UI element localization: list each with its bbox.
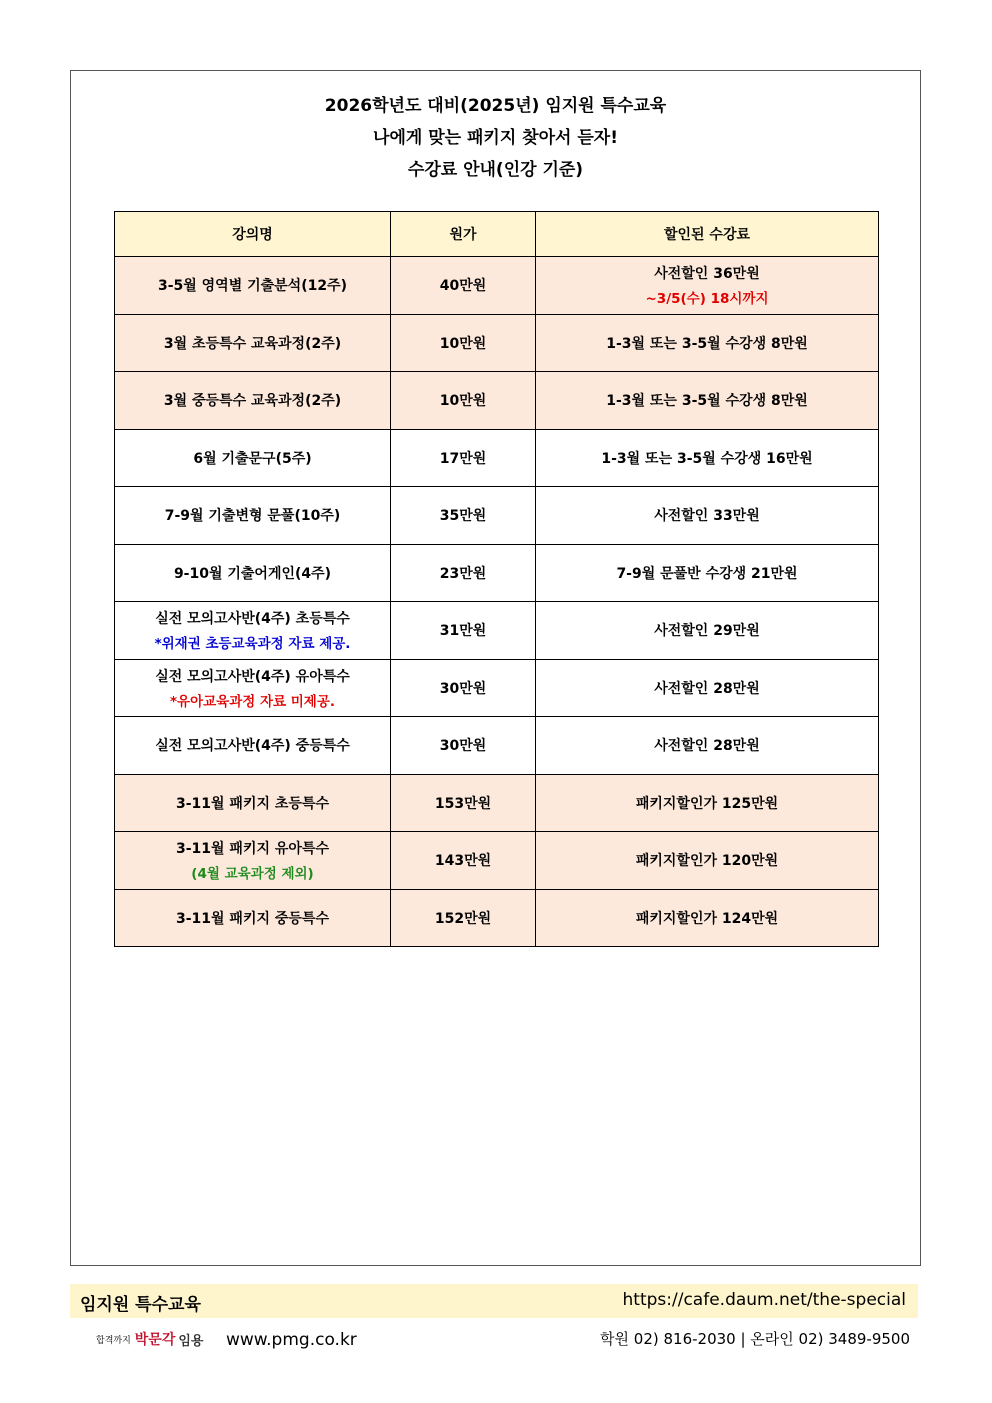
course-name: 3월 중등특수 교육과정(2주)	[115, 372, 391, 430]
course-name: 실전 모의고사반(4주) 유아특수 *유아교육과정 자료 미제공.	[115, 659, 391, 717]
table-row	[115, 314, 879, 372]
course-price: 143만원	[391, 832, 536, 890]
header-course-name: 강의명	[115, 212, 391, 257]
course-discount: 1-3월 또는 3-5월 수강생 16만원	[536, 429, 879, 487]
course-price: 153만원	[391, 774, 536, 832]
table-row	[115, 372, 879, 430]
logo-brand: 박문각	[134, 1332, 176, 1348]
table-row	[115, 659, 879, 717]
course-name: 3-11월 패키지 중등특수	[115, 889, 391, 947]
course-discount: 사전할인 33만원	[536, 487, 879, 545]
course-name: 3월 초등특수 교육과정(2주)	[115, 314, 391, 372]
course-price: 10만원	[391, 314, 536, 372]
table-row	[115, 832, 879, 890]
course-discount: 사전할인 29만원	[536, 602, 879, 660]
course-discount: 7-9월 문풀반 수강생 21만원	[536, 544, 879, 602]
course-note: *위재권 초등교육과정 자료 제공.	[154, 636, 351, 653]
page-title	[70, 90, 921, 186]
title-line-2: 나에게 맞는 패키지 찾아서 듣자!	[373, 128, 618, 148]
title-line-1: 2026학년도 대비(2025년) 임지원 특수교육	[324, 96, 667, 116]
course-name: 6월 기출문구(5주)	[115, 429, 391, 487]
course-price: 30만원	[391, 717, 536, 775]
footer-academy-name: 임지원 특수교육	[80, 1295, 201, 1315]
course-note: (4월 교육과정 제외)	[191, 866, 314, 883]
course-name: 3-11월 패키지 유아특수 (4월 교육과정 제외)	[115, 832, 391, 890]
course-discount: 1-3월 또는 3-5월 수강생 8만원	[536, 372, 879, 430]
course-note: *유아교육과정 자료 미제공.	[169, 693, 336, 710]
course-discount: 사전할인 36만원 ~3/5(수) 18시까지	[536, 257, 879, 315]
course-discount: 패키지할인가 124만원	[536, 889, 879, 947]
course-name: 실전 모의고사반(4주) 초등특수 *위재권 초등교육과정 자료 제공.	[115, 602, 391, 660]
course-price: 40만원	[391, 257, 536, 315]
course-discount: 1-3월 또는 3-5월 수강생 8만원	[536, 314, 879, 372]
course-name: 실전 모의고사반(4주) 중등특수	[115, 717, 391, 775]
pmg-logo	[96, 1327, 203, 1351]
course-price: 35만원	[391, 487, 536, 545]
course-discount: 사전할인 28만원	[536, 717, 879, 775]
course-name: 3-5월 영역별 기출분석(12주)	[115, 257, 391, 315]
logo-tagline: 합격까지	[96, 1335, 131, 1346]
table-row	[115, 717, 879, 775]
table-row	[115, 774, 879, 832]
table-row	[115, 889, 879, 947]
course-discount: 패키지할인가 125만원	[536, 774, 879, 832]
header-price: 원가	[391, 212, 536, 257]
table-row	[115, 602, 879, 660]
table-row	[115, 544, 879, 602]
course-name: 3-11월 패키지 초등특수	[115, 774, 391, 832]
title-line-3: 수강료 안내(인강 기준)	[407, 160, 584, 180]
header-discount: 할인된 수강료	[536, 212, 879, 257]
course-name: 9-10월 기출어게인(4주)	[115, 544, 391, 602]
footer-phones: 학원 02) 816-2030 | 온라인 02) 3489-9500	[600, 1330, 910, 1348]
footer-site-link[interactable]: www.pmg.co.kr	[226, 1330, 357, 1350]
discount-deadline-note: ~3/5(수) 18시까지	[645, 291, 769, 308]
course-price: 152만원	[391, 889, 536, 947]
fee-table	[114, 211, 879, 947]
table-header-row	[115, 212, 879, 257]
logo-brand-sub: 임용	[178, 1333, 204, 1349]
course-discount: 패키지할인가 120만원	[536, 832, 879, 890]
course-discount: 사전할인 28만원	[536, 659, 879, 717]
course-name: 7-9월 기출변형 문풀(10주)	[115, 487, 391, 545]
course-price: 10만원	[391, 372, 536, 430]
table-row	[115, 487, 879, 545]
course-price: 17만원	[391, 429, 536, 487]
table-row	[115, 257, 879, 315]
course-price: 23만원	[391, 544, 536, 602]
course-price: 30만원	[391, 659, 536, 717]
table-row	[115, 429, 879, 487]
course-price: 31만원	[391, 602, 536, 660]
footer-cafe-link[interactable]: https://cafe.daum.net/the-special	[622, 1290, 906, 1310]
